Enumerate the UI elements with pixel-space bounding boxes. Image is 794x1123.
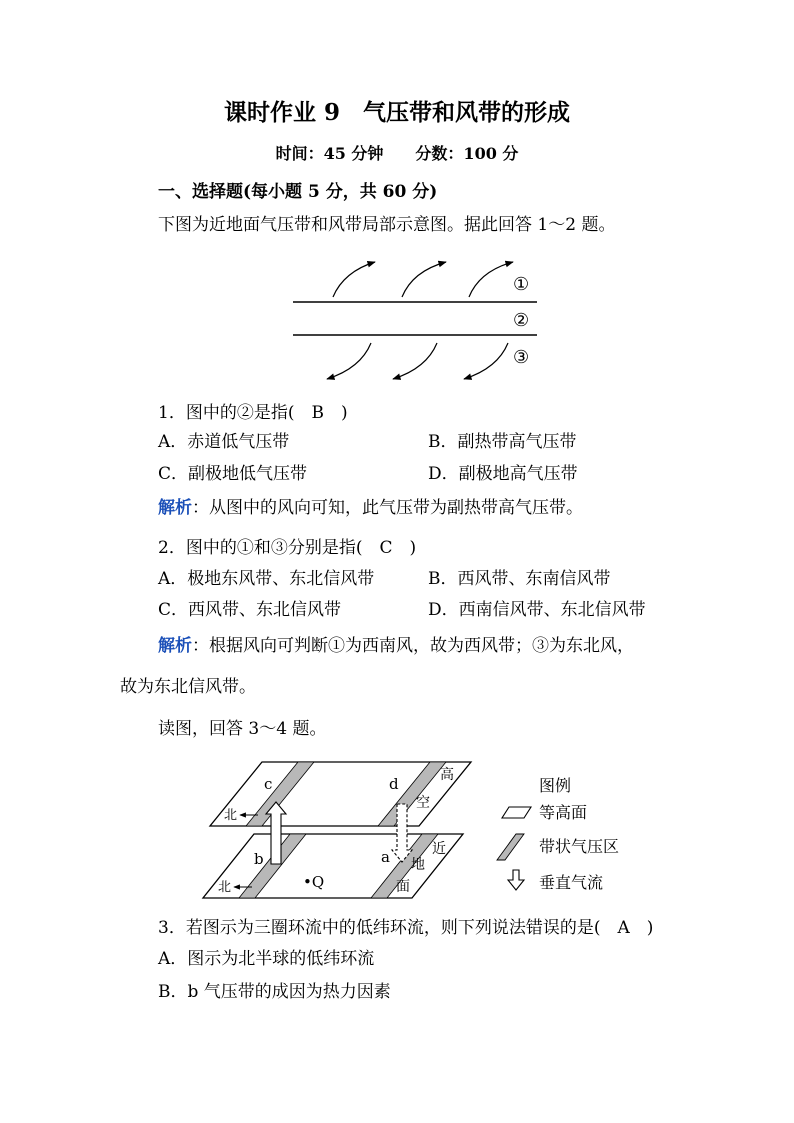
q2-option-a: A．极地东风带、东北信风带 — [158, 569, 375, 589]
north-label-bottom: 北 — [218, 880, 232, 895]
figure1-label-3: ③ — [513, 347, 530, 368]
q1-analysis-text: ：从图中的风向可知，此气压带为副热带高气压带。 — [192, 498, 583, 518]
figure1-label-2: ② — [513, 310, 530, 331]
wind-arrow-upper-3 — [469, 262, 513, 297]
q3-stem: 3．若图示为三圈环流中的低纬环流，则下列说法错误的是( A ) — [158, 918, 654, 938]
legend-band-icon — [497, 834, 524, 860]
label-c: c — [264, 775, 273, 793]
label-b: b — [254, 850, 264, 868]
legend-isobaric-icon — [502, 807, 531, 818]
legend-flow-icon — [508, 870, 524, 890]
near-label-2: 地 — [411, 857, 425, 873]
legend-flow: 垂直气流 — [539, 873, 604, 892]
q2-analysis-text: ：根据风向可判断①为西南风，故为西风带；③为东北风， — [192, 636, 634, 656]
figure-circulation — [0, 752, 794, 902]
q2-analysis — [158, 635, 634, 657]
q3-option-b: B．b 气压带的成因为热力因素 — [158, 982, 391, 1002]
label-d: d — [389, 775, 399, 793]
wind-arrow-upper-1 — [333, 262, 375, 297]
q2-option-b: B．西风带、东南信风带 — [428, 569, 611, 589]
q2-analysis-label: 解析 — [158, 636, 192, 656]
legend-isobaric: 等高面 — [539, 803, 588, 822]
q1-option-c: C．副极地低气压带 — [158, 464, 308, 484]
wind-arrow-upper-2 — [402, 262, 446, 297]
time-score-line: 时间：45 分钟 分数：100 分 — [275, 144, 519, 163]
label-q: •Q — [303, 873, 325, 891]
q3-option-a: A．图示为北半球的低纬环流 — [158, 949, 375, 969]
label-a: a — [381, 848, 390, 866]
high-label-2: 空 — [416, 795, 430, 811]
q1-analysis-label: 解析 — [158, 498, 192, 518]
q2-analysis-continued: 故为东北信风带。 — [120, 677, 256, 697]
q1-option-a: A．赤道低气压带 — [158, 432, 290, 452]
figure-wind-belts — [0, 250, 794, 390]
wind-arrow-lower-3 — [464, 343, 508, 379]
intro-text-2: 读图，回答 3～4 题。 — [158, 719, 327, 739]
figure1-label-1: ① — [513, 274, 530, 295]
q1-analysis — [158, 497, 583, 519]
q2-option-c: C．西风带、东北信风带 — [158, 600, 342, 620]
near-label-3: 面 — [396, 879, 410, 895]
page-title: 课时作业 9 气压带和风带的形成 — [223, 99, 570, 126]
q2-stem: 2．图中的①和③分别是指( C ) — [158, 538, 417, 558]
legend-band: 带状气压区 — [539, 837, 620, 856]
section-heading: 一、选择题(每小题 5 分，共 60 分) — [158, 182, 438, 202]
wind-arrow-lower-1 — [327, 343, 371, 379]
wind-arrow-lower-2 — [393, 343, 437, 379]
legend-title: 图例 — [539, 776, 572, 795]
q1-option-d: D．副极地高气压带 — [428, 464, 578, 484]
high-label-1: 高 — [440, 767, 454, 783]
q1-stem: 1．图中的②是指( B ) — [158, 403, 348, 423]
north-label-top: 北 — [224, 808, 238, 823]
q2-option-d: D．西南信风带、东北信风带 — [428, 600, 646, 620]
q1-option-b: B．副热带高气压带 — [428, 432, 577, 452]
near-label-1: 近 — [432, 841, 446, 857]
intro-text-1: 下图为近地面气压带和风带局部示意图。据此回答 1～2 题。 — [158, 215, 616, 235]
